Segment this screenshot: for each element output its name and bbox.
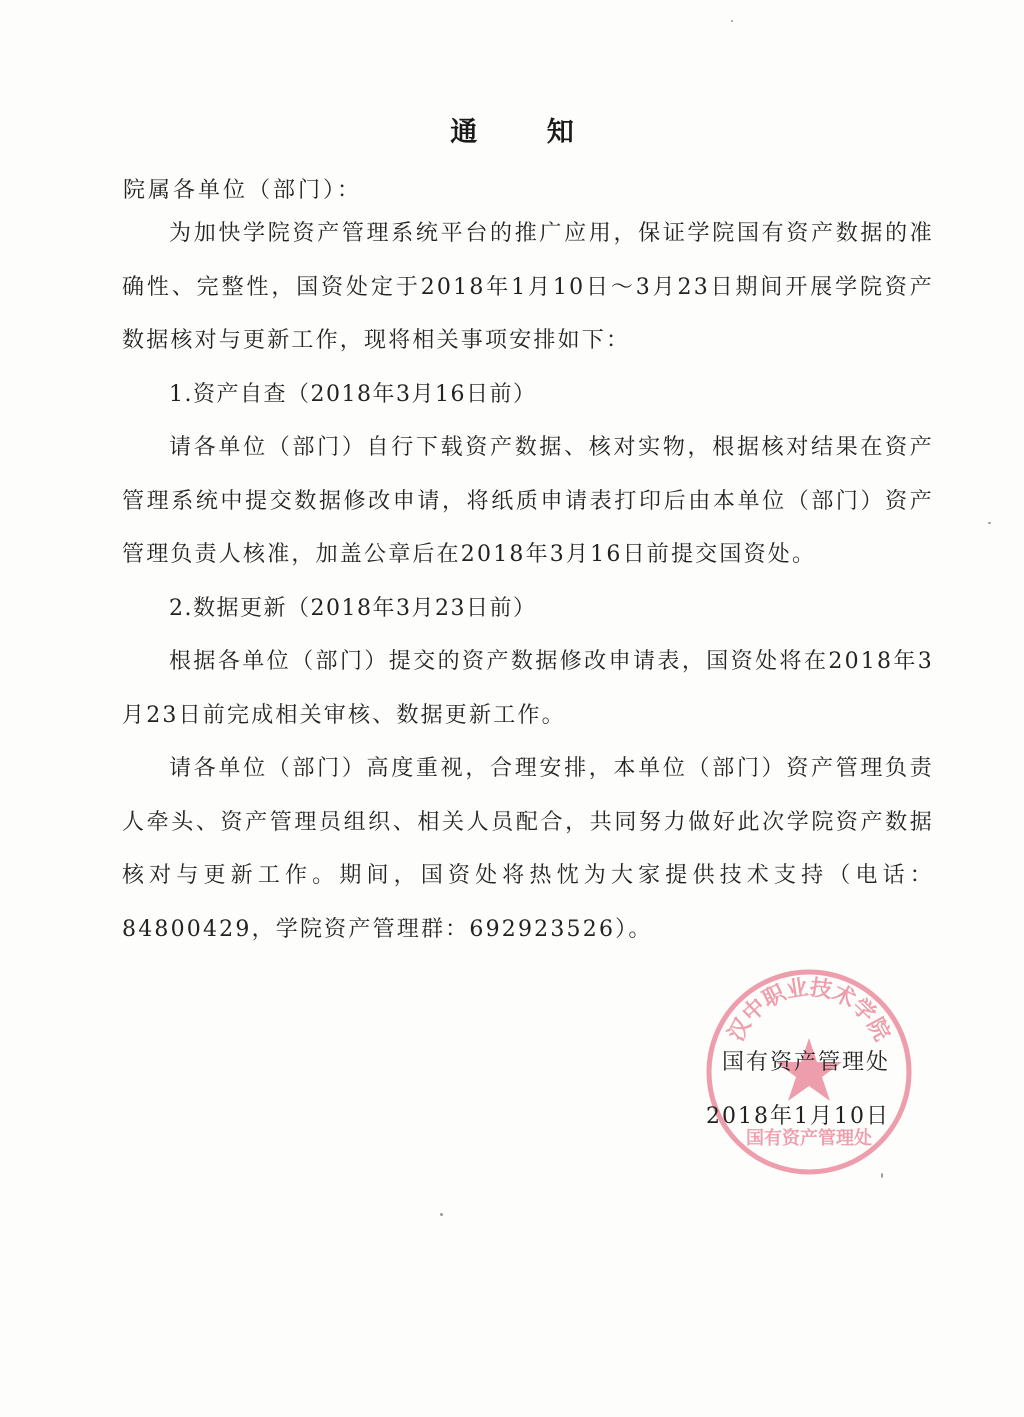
- closing-paragraph: 请各单位（部门）高度重视，合理安排，本单位（部门）资产管理负责人牵头、资产管理员组织、相关人员配合，共同努力做好此次学院资产数据核对与更新工作。期间，国资处将热忱为大家提供技术支持（电话：84800429，学院资产管理群：692923526）。: [122, 756, 934, 942]
- intro-paragraph: 为加快学院资产管理系统平台的推广应用，保证学院国有资产数据的准确性、完整性，国资处定于2018年1月10日～3月23日期间开展学院资产数据核对与更新工作，现将相关事项安排如下：: [122, 221, 934, 353]
- seal-ring-text: 汉中职业技术学院: [723, 975, 895, 1046]
- data-update-paragraph: 根据各单位（部门）提交的资产数据修改申请表，国资处将在2018年3月23日前完成相关审核、数据更新工作。: [122, 649, 934, 728]
- notice-body: [122, 207, 934, 956]
- signature-date: 2018年1月10日: [706, 1104, 890, 1129]
- scan-speck: [731, 20, 733, 22]
- signature-block: [706, 1036, 891, 1144]
- section-heading-data-update: 2.数据更新（2018年3月23日前）: [169, 595, 537, 621]
- self-check-paragraph: 请各单位（部门）自行下载资产数据、核对实物，根据核对结果在资产管理系统中提交数据修改申请，将纸质申请表打印后由本单位（部门）资产管理负责人核准，加盖公章后在2018年3月16日前提交国资处。: [122, 435, 934, 567]
- signature-department: 国有资产管理处: [722, 1050, 891, 1075]
- scan-speck: [440, 1213, 443, 1216]
- salutation: 院属各单位（部门）：: [123, 178, 363, 203]
- section-heading-self-check: 1.资产自查（2018年3月16日前）: [169, 381, 537, 407]
- seal-bottom-text: 国有资产管理处: [746, 1128, 872, 1149]
- scan-speck: [988, 522, 991, 524]
- notice-title: 通 知: [450, 117, 604, 148]
